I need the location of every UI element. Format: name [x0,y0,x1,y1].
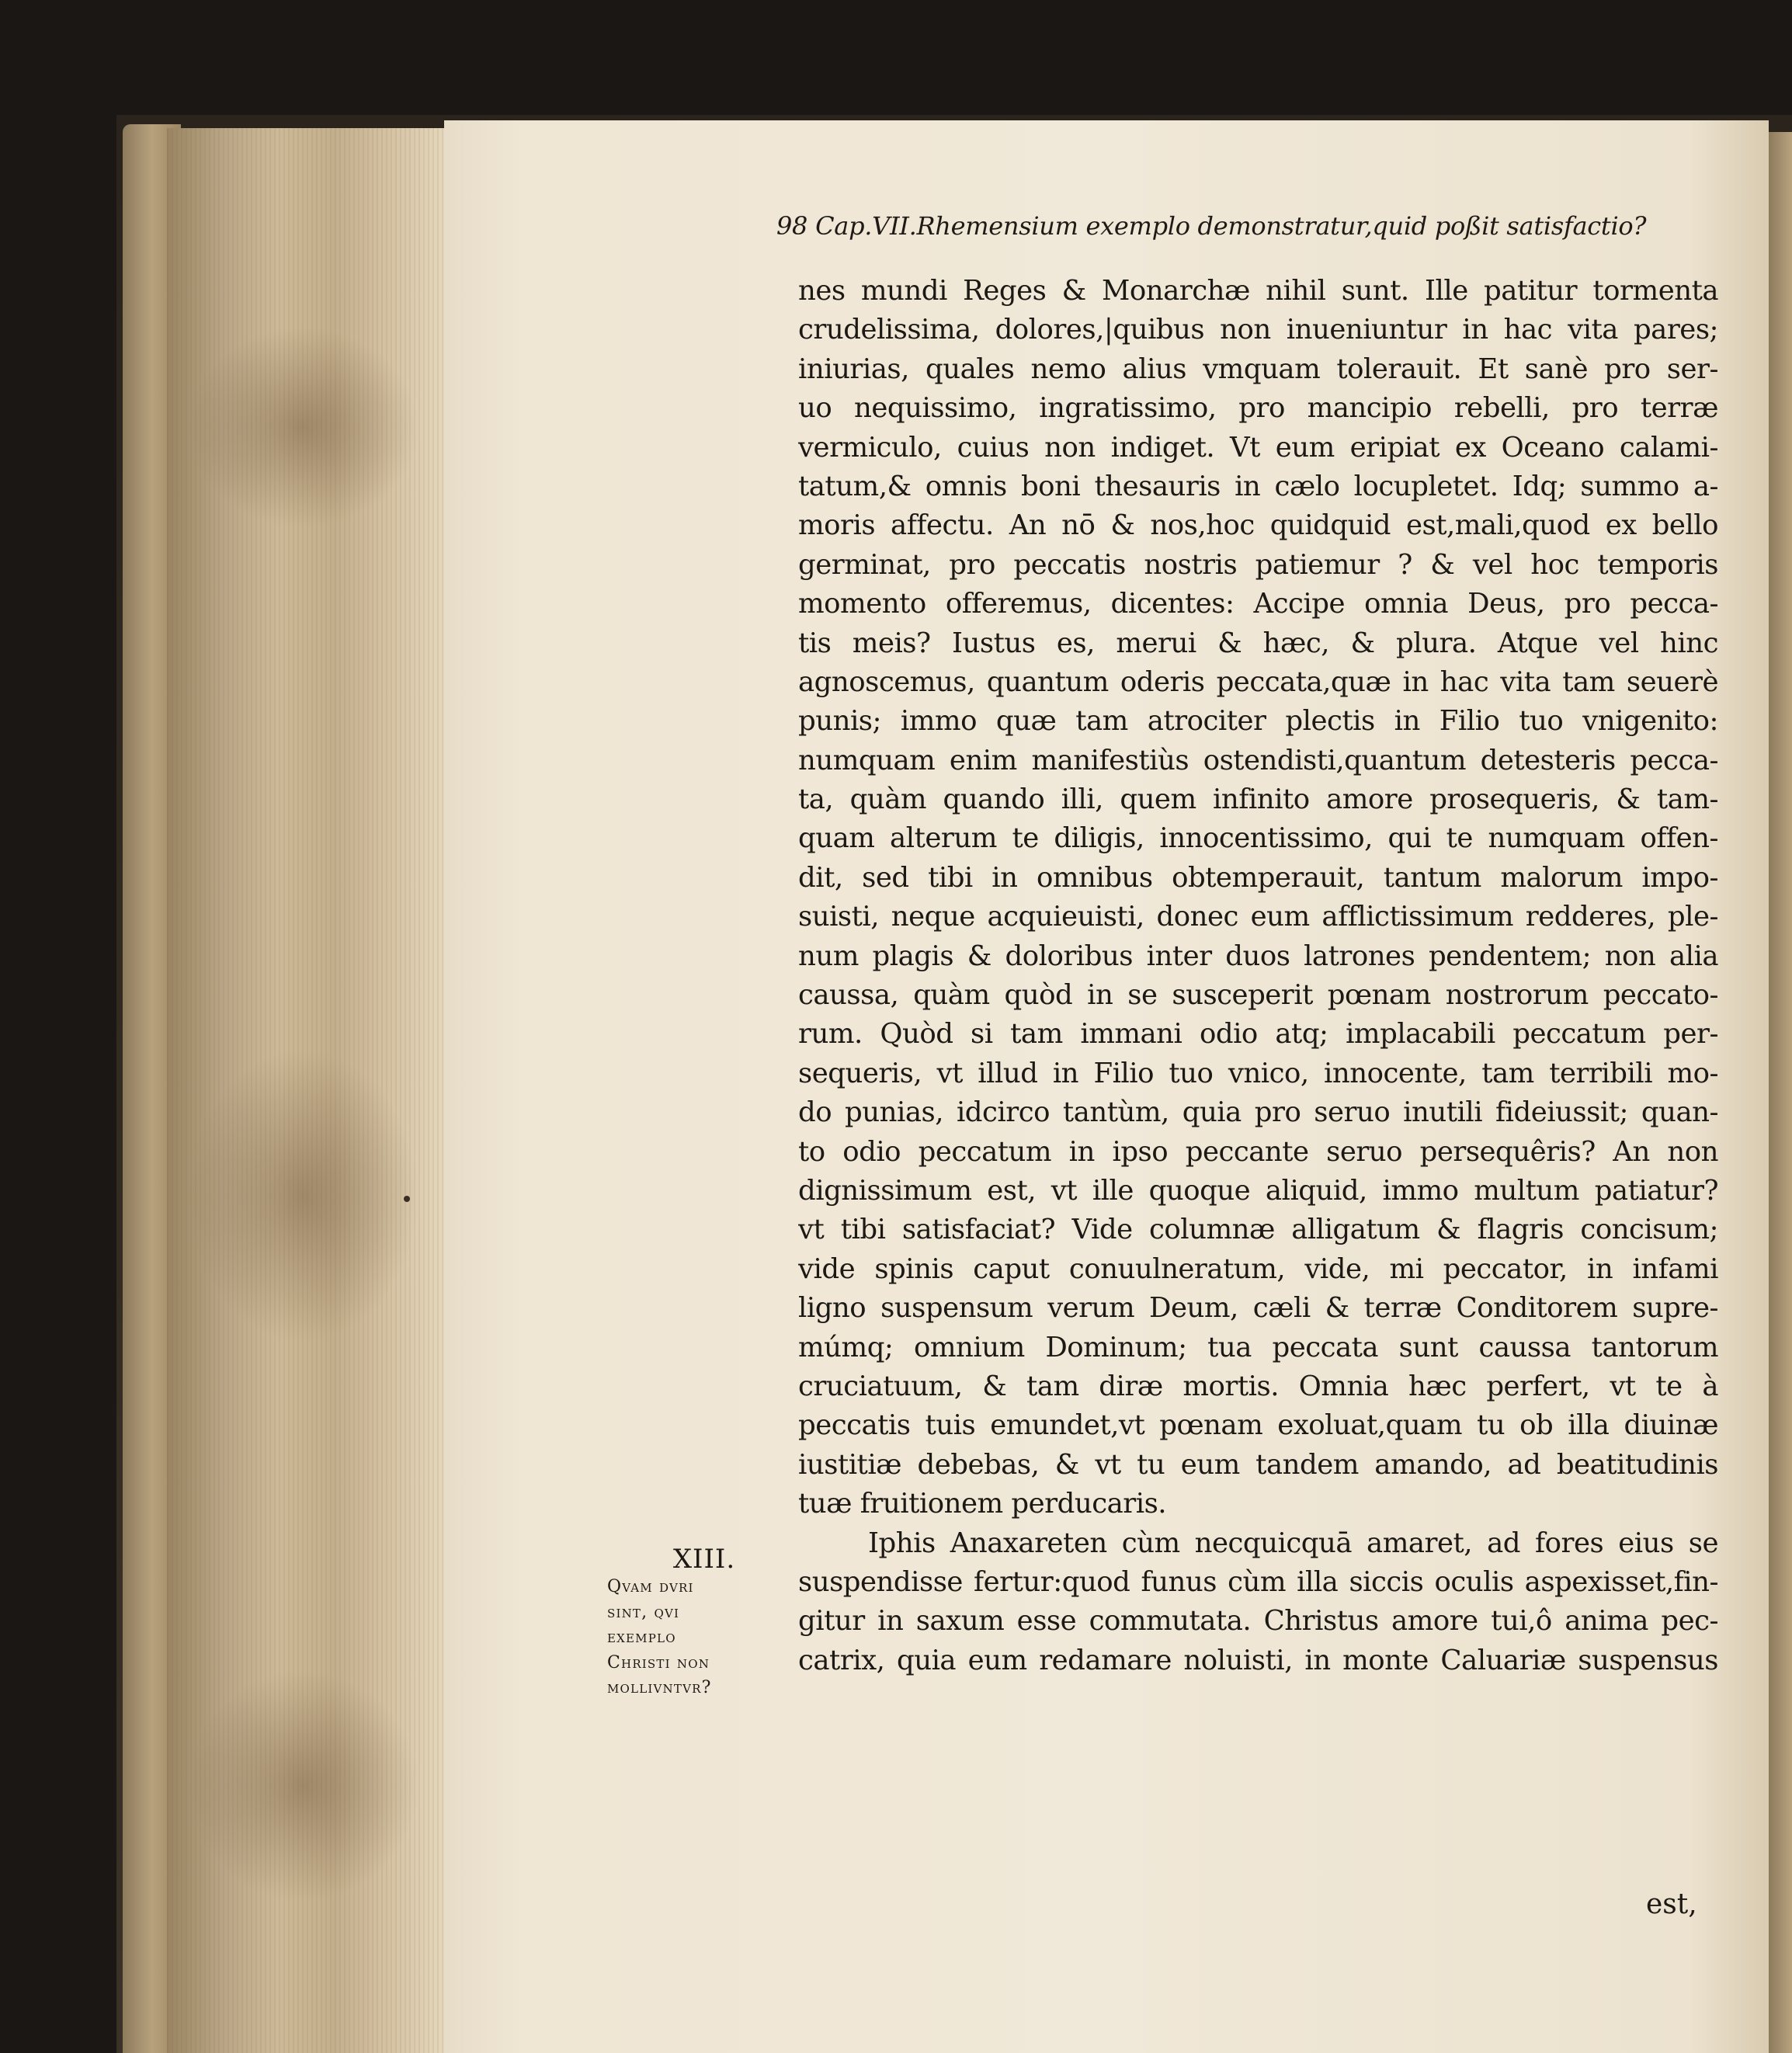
text-line: suisti, neque acquieuisti, donec eum afflictissimum redderes, ple- [798,901,1718,933]
marginal-note-line: exemplo [607,1627,676,1647]
marginal-note-line: Qvam dvri [607,1577,694,1596]
text-line: germinat, pro peccatis nostris patiemur ? & vel hoc temporis [798,548,1718,581]
text-line: momento offeremus, dicentes: Accipe omnia Deus, pro pecca- [798,588,1718,620]
marginal-note [607,1544,786,1701]
text-line: vermiculo, cuius non indiget. Vt eum eripiat ex Oceano calami- [798,431,1718,464]
text-line: to odio peccatum in ipso peccante seruo persequêris? An non [798,1135,1718,1168]
text-line: agnoscemus, quantum oderis peccata,quæ in hac vita tam seuerè [798,665,1718,698]
text-line: iustitiæ debebas, & vt tu eum tandem amando, ad beatitudinis [798,1448,1718,1481]
marginal-note-line: Christi non [607,1652,710,1673]
text-line: ligno suspensum verum Deum, cæli & terræ Conditorem supre- [798,1292,1718,1325]
catchword: est, [1646,1888,1697,1920]
main-text-block [798,272,1718,1680]
marginal-note-number: XIII. [672,1544,736,1575]
text-line: do punias, idcirco tantùm, quia pro seruo inutili fideiussit; quan- [798,1096,1718,1129]
text-line: cruciatuum, & tam diræ mortis. Omnia hæc perfert, vt te à [798,1370,1718,1402]
text-line: numquam enim manifestiùs ostendisti,quantum detesteris pecca- [798,744,1718,776]
text-line: punis; immo quæ tam atrociter plectis in Filio tuo vnigenito: [798,705,1718,738]
text-line: peccatis tuis emundet,vt pœnam exoluat,quam tu ob illa diuinæ [798,1409,1718,1442]
text-line: tis meis? Iustus es, merui & hæc, & plura. Atque vel hinc [798,627,1718,659]
text-line: rum. Quòd si tam immani odio atq; implacabili peccatum per- [798,1018,1718,1051]
text-line: suspendisse fertur:quod funus cùm illa siccis oculis aspexisset,fin- [798,1565,1718,1598]
page-edge-stain [186,1048,419,1343]
text-line: crudelissima, dolores,|quibus non inueniuntur in hac vita pares; [798,314,1718,346]
text-line: vide spinis caput conuulneratum, vide, mi peccator, in infami [798,1252,1718,1285]
text-line: dit, sed tibi in omnibus obtemperauit, tantum malorum impo- [798,861,1718,894]
text-line: uo nequissimo, ingratissimo, pro mancipio rebelli, pro terræ [798,392,1718,425]
running-head-title: Cap.VII.Rhemensium exemplo demonstratur,quid poßit satisfactio? [815,211,1647,241]
text-line: moris affectu. An nō & nos,hoc quidquid est,mali,quod ex bello [798,509,1718,542]
text-line: sequeris, vt illud in Filio tuo vnico, innocente, tam terribili mo- [798,1057,1718,1089]
text-line: nes mundi Reges & Monarchæ nihil sunt. Ille patitur tormenta [798,275,1718,307]
text-line: Iphis Anaxareten cùm necquicquā amaret, ad fores eius se [868,1527,1718,1559]
running-head [776,211,1739,241]
page-number: 98 [776,211,808,241]
text-line: tatum,& omnis boni thesauris in cælo locupletet. Idq; summo a- [798,470,1718,502]
marginal-note-line: mollivntvr? [607,1678,712,1697]
text-line: múmq; omnium Dominum; tua peccata sunt caussa tantorum [798,1331,1718,1363]
text-line: ta, quàm quando illi, quem infinito amore prosequeris, & tam- [798,783,1718,816]
text-line: num plagis & doloribus inter duos latrones pendentem; non alia [798,940,1718,972]
text-line: iniurias, quales nemo alius vmquam tolerauit. Et sanè pro ser- [798,353,1718,385]
text-line: gitur in saxum esse commutata. Christus amore tui,ô anima pec- [798,1605,1718,1638]
text-line: dignissimum est, vt ille quoque aliquid, immo multum patiatur? [798,1174,1718,1207]
text-line: caussa, quàm quòd in se susceperit pœnam nostrorum peccato- [798,979,1718,1012]
marginal-note-line: sint, qvi [607,1602,680,1622]
facing-page-edge [1769,132,1792,2053]
page-mark [404,1196,410,1202]
text-line: tuæ fruitionem perducaris. [798,1488,1167,1520]
text-line: vt tibi satisfaciat? Vide columnæ alligatum & flagris concisum; [798,1214,1718,1246]
text-line: catrix, quia eum redamare noluisti, in monte Caluariæ suspensus [798,1644,1718,1676]
page-edge-stain [186,1669,419,1902]
page-edge-stain [186,326,419,528]
text-line: quam alterum te diligis, innocentissimo, qui te numquam offen- [798,822,1718,855]
